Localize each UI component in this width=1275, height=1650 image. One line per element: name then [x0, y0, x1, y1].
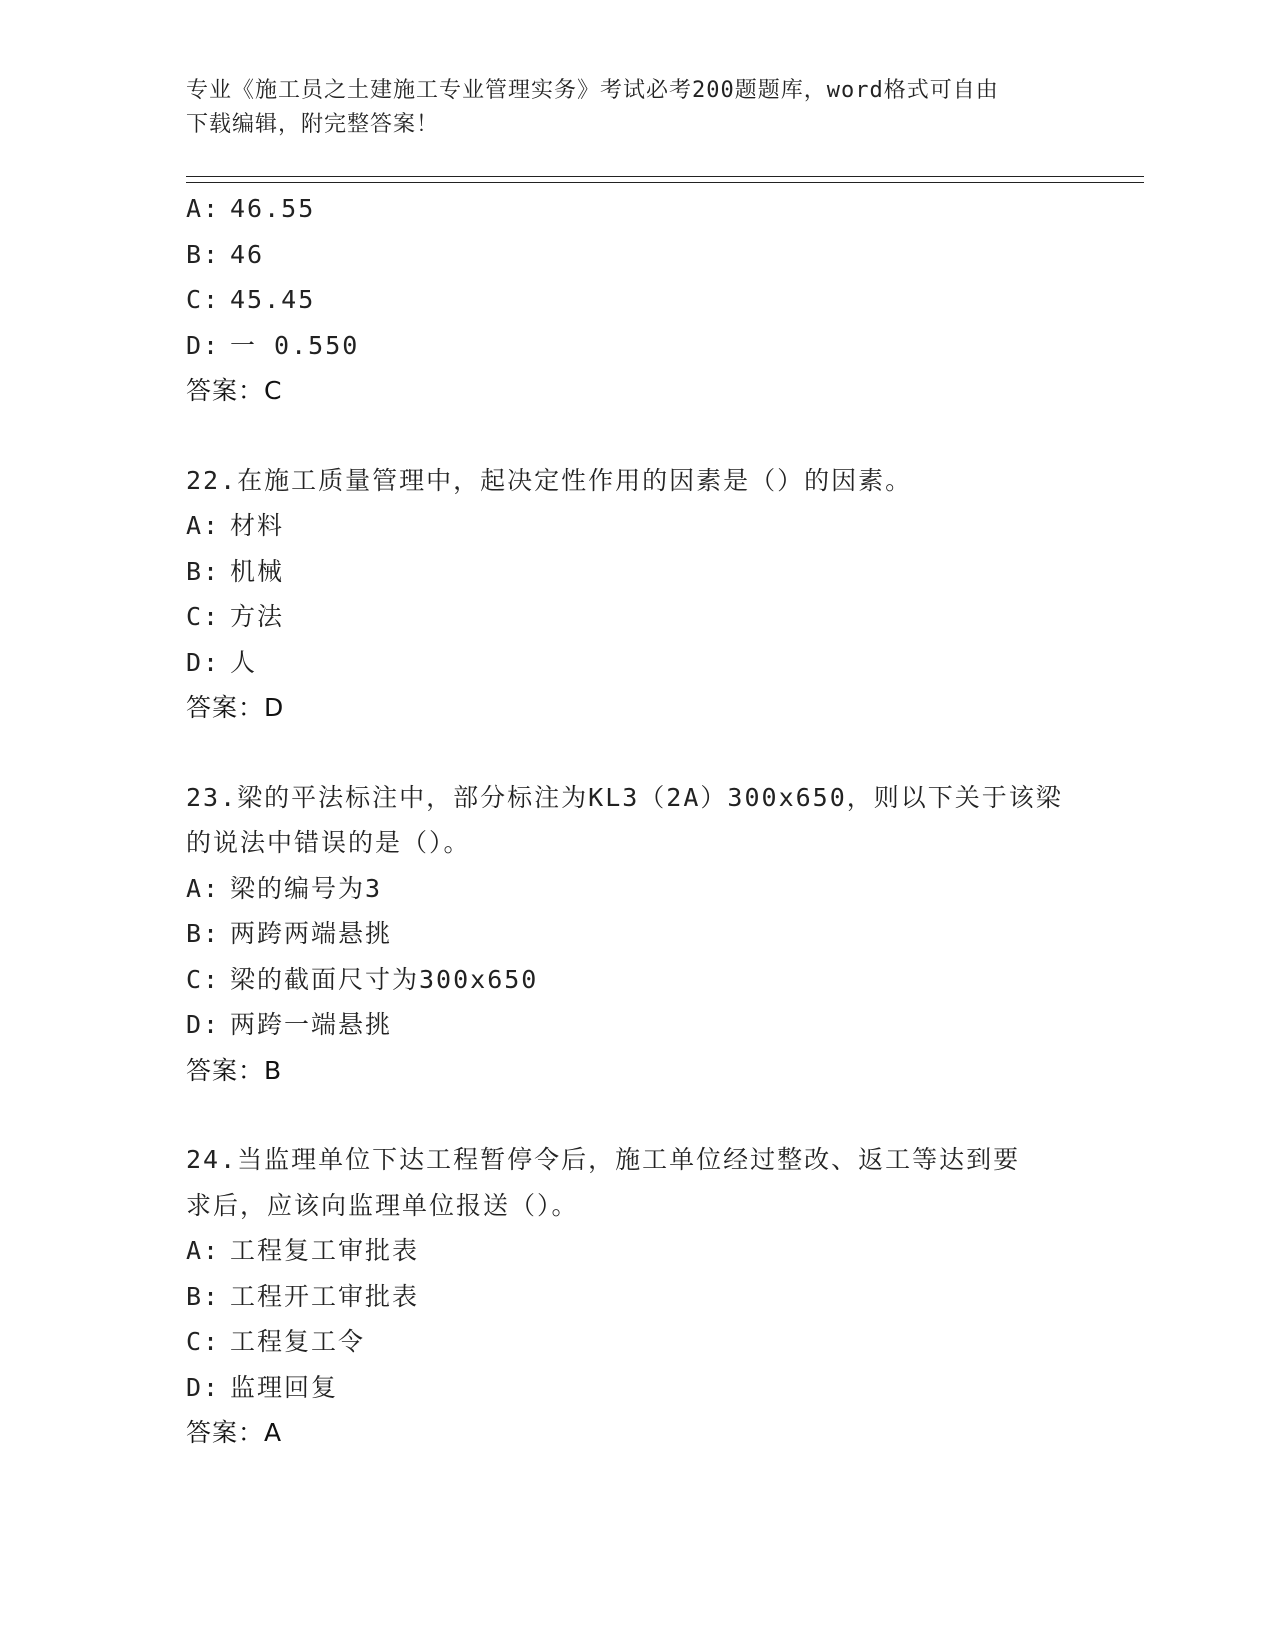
document-header: [186, 74, 1066, 142]
option-text: 两跨两端悬挑: [230, 919, 393, 948]
option-label: B:: [186, 239, 221, 269]
option-label: C:: [186, 602, 221, 631]
spacer: [186, 414, 1146, 458]
option-a: [186, 866, 1146, 912]
option-b: [186, 911, 1146, 957]
option-a: [186, 186, 1146, 232]
option-d: [186, 323, 1146, 369]
header-line-2: 下载编辑，附完整答案！: [186, 112, 440, 137]
question-23-text-line-2: 的说法中错误的是（）。: [186, 828, 471, 857]
spacer: [186, 1093, 1146, 1137]
question-23: [186, 775, 1146, 1094]
option-text: 材料: [230, 511, 285, 540]
option-text: 一 0.550: [230, 330, 360, 360]
option-text: 工程复工令: [230, 1327, 366, 1356]
option-label: A:: [186, 1236, 221, 1265]
answer-22: 答案：D: [186, 693, 285, 722]
option-text: 工程复工审批表: [230, 1236, 420, 1265]
question-22: [186, 458, 1146, 731]
option-label: D:: [186, 1010, 221, 1039]
option-d: [186, 1002, 1146, 1048]
spacer: [186, 731, 1146, 775]
option-text: 方法: [230, 602, 285, 631]
option-label: B:: [186, 1281, 221, 1311]
answer-23: 答案：B: [186, 1055, 283, 1085]
option-label: C:: [186, 964, 221, 994]
question-24: [186, 1137, 1146, 1456]
option-label: A:: [186, 873, 221, 903]
header-double-rule: [186, 176, 1144, 183]
answer-24: 答案：A: [186, 1418, 283, 1447]
question-23-text-line-1: 23.梁的平法标注中，部分标注为KL3（2A）300x650，则以下关于该梁: [186, 782, 1063, 812]
option-label: A:: [186, 511, 221, 540]
option-text: 46.55: [230, 194, 316, 223]
option-d: [186, 1365, 1146, 1411]
option-label: C:: [186, 1327, 221, 1356]
option-b: [186, 1274, 1146, 1320]
question-24-text-line-1: 24.当监理单位下达工程暂停令后，施工单位经过整改、返工等达到要: [186, 1145, 1021, 1174]
question-24-text-line-2: 求后，应该向监理单位报送（）。: [186, 1190, 579, 1220]
option-label: D:: [186, 330, 221, 360]
option-label: B:: [186, 919, 221, 948]
option-text: 监理回复: [230, 1372, 339, 1402]
option-label: D:: [186, 647, 221, 677]
option-text: 人: [230, 647, 258, 677]
option-label: B:: [186, 556, 221, 586]
option-text: 梁的截面尺寸为300x650: [230, 964, 539, 994]
option-b: [186, 549, 1146, 595]
option-label: D:: [186, 1372, 221, 1402]
question-21-options: [186, 186, 1146, 414]
option-c: [186, 594, 1146, 640]
option-a: [186, 503, 1146, 549]
option-c: [186, 277, 1146, 323]
option-label: A:: [186, 194, 221, 223]
option-text: 机械: [230, 556, 285, 586]
option-a: [186, 1228, 1146, 1274]
option-c: [186, 957, 1146, 1003]
question-list: [186, 186, 1146, 1456]
option-label: C:: [186, 285, 221, 314]
answer-21: 答案：C: [186, 376, 283, 405]
option-text: 两跨一端悬挑: [230, 1010, 393, 1039]
header-line-1: 专业《施工员之土建施工专业管理实务》考试必考200题题库，word格式可自由: [186, 78, 999, 103]
option-text: 45.45: [230, 285, 316, 314]
option-text: 工程开工审批表: [230, 1281, 420, 1311]
option-b: [186, 232, 1146, 278]
option-c: [186, 1319, 1146, 1365]
option-d: [186, 640, 1146, 686]
question-22-text: 22.在施工质量管理中，起决定性作用的因素是（）的因素。: [186, 465, 913, 495]
option-text: 46: [230, 239, 265, 269]
option-text: 梁的编号为3: [230, 873, 383, 903]
